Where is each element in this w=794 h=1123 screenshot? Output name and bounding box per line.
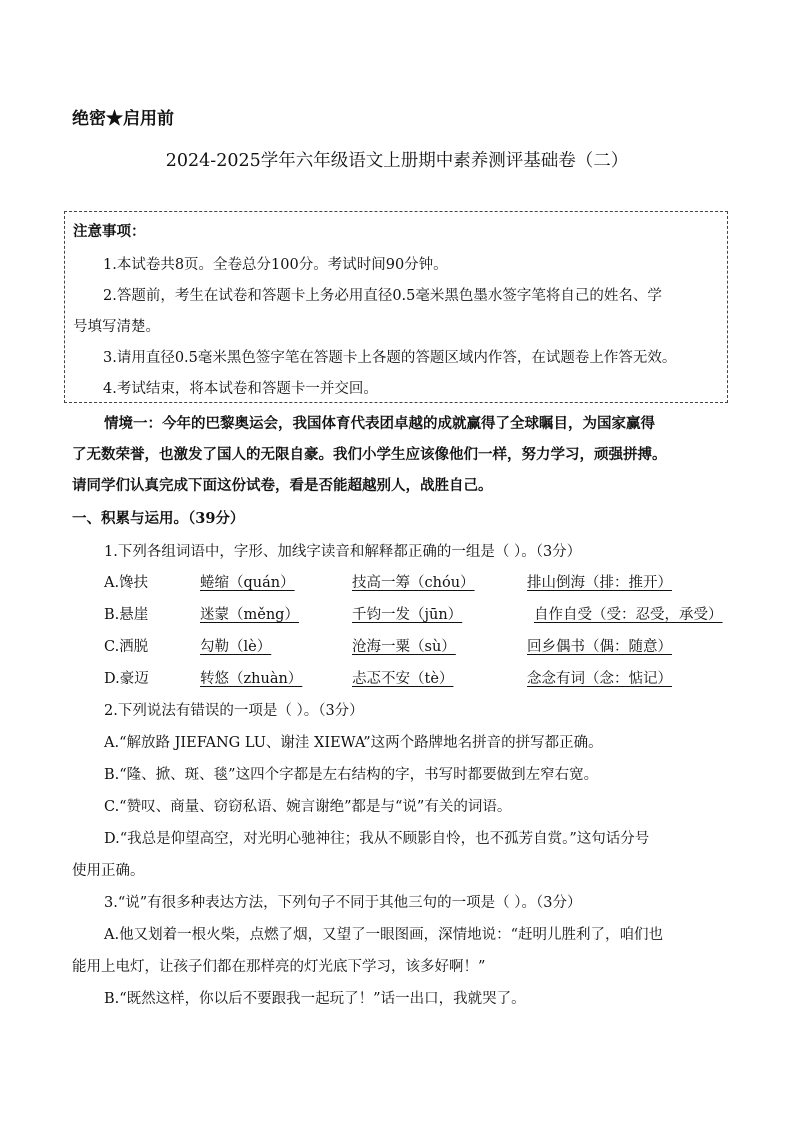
option-word: 沧海一粟（sù） [352, 639, 456, 655]
notice-item: 1.本试卷共8页。全卷总分100分。考试时间90分钟。 [103, 257, 448, 273]
option-word: 技高一筹（chóu） [352, 575, 475, 591]
confidential-label: 绝密★启用前 [72, 109, 174, 129]
question-2-option-d: D.“我总是仰望高空，对光明心驰神往；我从不顾影自怜，也不孤芳自赏。”这句话分号 [104, 831, 650, 847]
notice-item: 号填写清楚。 [73, 319, 160, 335]
option-label: C.洒脱 [104, 639, 149, 655]
question-2-option-b: B.“隆、掀、斑、毯”这四个字都是左右结构的字，书写时都要做到左窄右宽。 [104, 767, 599, 783]
situation-line: 情境一：今年的巴黎奥运会，我国体育代表团卓越的成就赢得了全球瞩目，为国家赢得 [104, 415, 655, 432]
option-word: 回乡偶书（偶：随意） [527, 639, 672, 655]
option-word: 千钧一发（jūn） [352, 607, 463, 623]
question-3-stem: 3.“说”有很多种表达方法，下列句子不同于其他三句的一项是（ ）。（3分） [104, 895, 582, 911]
notice-box [64, 211, 728, 403]
question-2-option-d-cont: 使用正确。 [72, 863, 145, 879]
notice-item: 2.答题前，考生在试卷和答题卡上务必用直径0.5毫米黑色墨水签字笔将自己的姓名、学 [103, 288, 662, 304]
exam-title: 2024-2025学年六年级语文上册期中素养测评基础卷（二） [165, 151, 629, 171]
question-3-option-a-cont: 能用上电灯，让孩子们都在那样亮的灯光底下学习，该多好啊！” [72, 959, 486, 975]
section-heading: 一、积累与运用。（39分） [72, 510, 245, 527]
notice-item: 4.考试结束，将本试卷和答题卡一并交回。 [103, 381, 378, 397]
option-label: A.馋扶 [104, 575, 149, 591]
question-2-option-a: A.“解放路 JIEFANG LU、谢洼 XIEWA”这两个路牌地名拼音的拼写都正确。 [104, 735, 603, 751]
question-2-stem: 2.下列说法有错误的一项是（ ）。（3分） [104, 703, 364, 719]
question-3-option-a: A.他又划着一根火柴，点燃了烟，又望了一眼图画，深情地说：“赶明儿胜利了，咱们也 [104, 927, 663, 943]
option-word: 蜷缩（quán） [200, 575, 295, 591]
option-word: 念念有词（念：惦记） [527, 671, 672, 687]
option-word: 转悠（zhuàn） [200, 671, 303, 687]
question-2-option-c: C.“赞叹、商量、窃窃私语、婉言谢绝”都是与“说”有关的词语。 [104, 799, 512, 815]
option-word: 排山倒海（排：推开） [527, 575, 672, 591]
option-word: 忐忑不安（tè） [352, 671, 454, 687]
option-word: 勾勒（lè） [200, 639, 272, 655]
notice-heading: 注意事项： [73, 223, 146, 240]
question-3-option-b: B.“既然这样，你以后不要跟我一起玩了！”话一出口，我就哭了。 [104, 991, 526, 1007]
situation-line: 请同学们认真完成下面这份试卷，看是否能超越别人，战胜自己。 [72, 477, 493, 494]
option-label: B.悬崖 [104, 607, 149, 623]
option-word: 迷蒙（měng） [200, 607, 299, 623]
question-1-stem: 1.下列各组词语中，字形、加线字读音和解释都正确的一组是（ ）。（3分） [104, 544, 582, 560]
option-label: D.豪迈 [104, 671, 149, 687]
option-word: 自作自受（受：忍受，承受） [534, 607, 723, 623]
situation-line: 了无数荣誉，也激发了国人的无限自豪。我们小学生应该像他们一样，努力学习，顽强拼搏。 [72, 446, 667, 463]
notice-item: 3.请用直径0.5毫米黑色签字笔在答题卡上各题的答题区域内作答，在试题卷上作答无效。 [103, 350, 677, 366]
